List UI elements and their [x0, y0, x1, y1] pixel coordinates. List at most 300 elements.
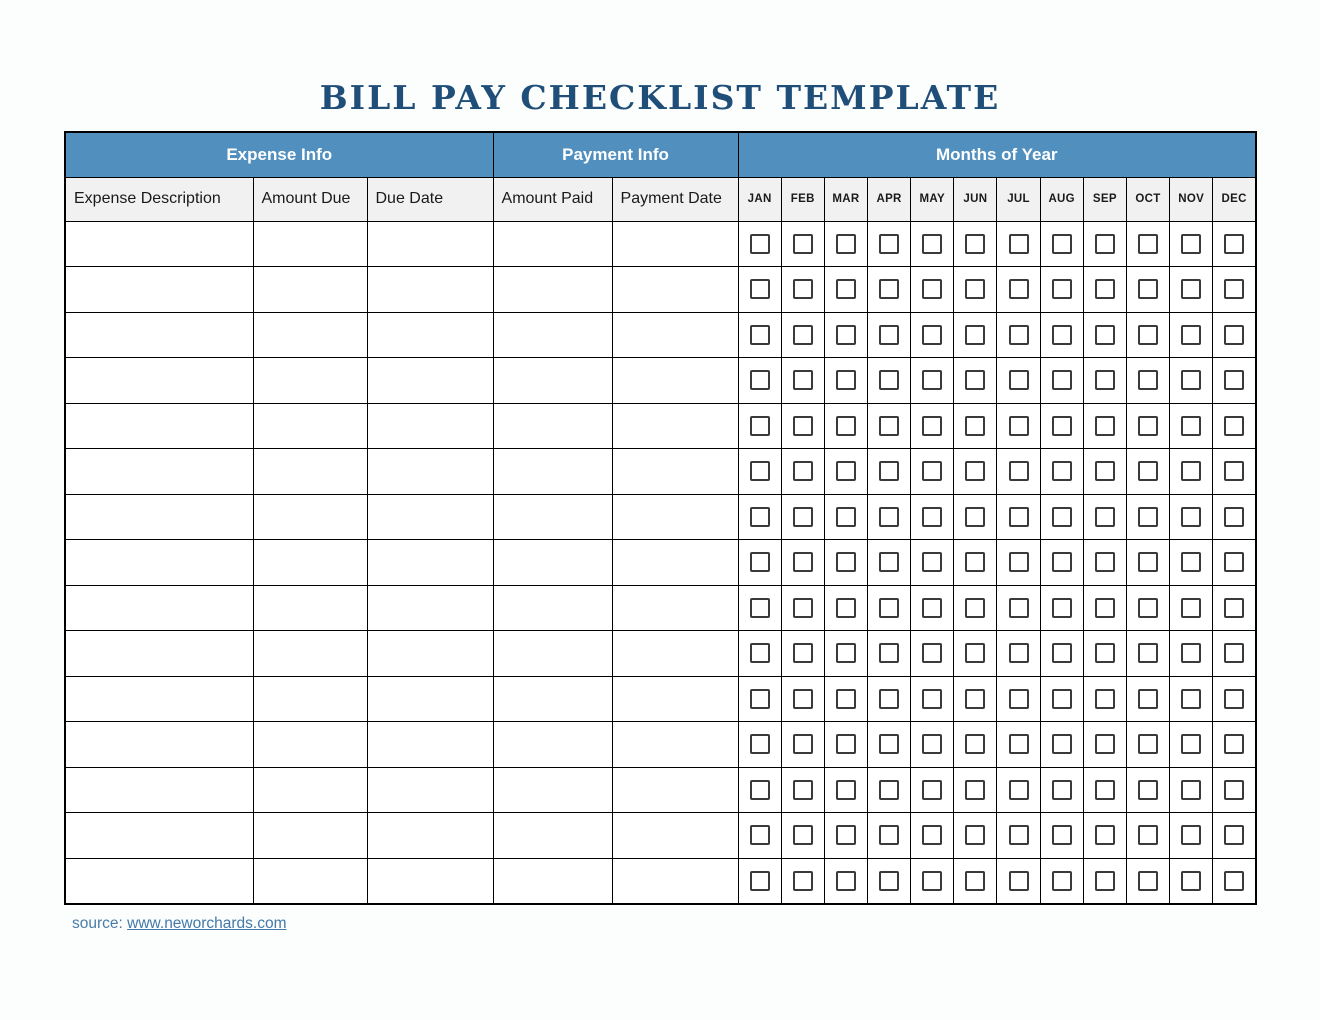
month-checkbox[interactable]	[879, 507, 899, 527]
col-header-may: MAY	[911, 177, 954, 221]
month-checkbox[interactable]	[1181, 370, 1201, 390]
month-checkbox[interactable]	[1009, 825, 1029, 845]
month-checkbox[interactable]	[1224, 416, 1244, 436]
month-checkbox[interactable]	[922, 370, 942, 390]
month-checkbox[interactable]	[1095, 552, 1115, 572]
month-checkbox[interactable]	[1138, 325, 1158, 345]
month-cell-mar	[824, 722, 867, 768]
month-checkbox[interactable]	[1095, 416, 1115, 436]
month-cell-dec	[1213, 858, 1256, 904]
month-checkbox[interactable]	[1181, 416, 1201, 436]
amount-paid-cell	[493, 540, 612, 586]
month-checkbox[interactable]	[1138, 643, 1158, 663]
table-row	[65, 676, 1256, 722]
month-cell-jun	[954, 540, 997, 586]
month-checkbox[interactable]	[1009, 552, 1029, 572]
month-cell-dec	[1213, 631, 1256, 677]
amount-due-cell	[253, 221, 367, 267]
month-cell-nov	[1170, 540, 1213, 586]
month-checkbox[interactable]	[879, 552, 899, 572]
month-checkbox[interactable]	[750, 643, 770, 663]
month-checkbox[interactable]	[1138, 689, 1158, 709]
month-cell-oct	[1126, 312, 1169, 358]
month-cell-oct	[1126, 494, 1169, 540]
month-cell-may	[911, 449, 954, 495]
month-checkbox[interactable]	[836, 780, 856, 800]
month-checkbox[interactable]	[965, 370, 985, 390]
month-checkbox[interactable]	[1095, 461, 1115, 481]
month-checkbox[interactable]	[1224, 871, 1244, 891]
table-row	[65, 858, 1256, 904]
month-checkbox[interactable]	[922, 598, 942, 618]
month-checkbox[interactable]	[1009, 279, 1029, 299]
month-checkbox[interactable]	[1095, 370, 1115, 390]
month-cell-jan	[738, 449, 781, 495]
amount-due-cell	[253, 858, 367, 904]
month-checkbox[interactable]	[879, 234, 899, 254]
month-cell-nov	[1170, 312, 1213, 358]
month-checkbox[interactable]	[1052, 780, 1072, 800]
month-cell-may	[911, 540, 954, 586]
month-cell-jan	[738, 358, 781, 404]
month-checkbox[interactable]	[836, 279, 856, 299]
month-checkbox[interactable]	[1009, 598, 1029, 618]
month-checkbox[interactable]	[1224, 598, 1244, 618]
month-cell-apr	[867, 585, 910, 631]
month-checkbox[interactable]	[965, 234, 985, 254]
month-checkbox[interactable]	[965, 416, 985, 436]
month-cell-jun	[954, 449, 997, 495]
group-header-row	[65, 132, 1256, 177]
month-cell-aug	[1040, 631, 1083, 677]
month-checkbox[interactable]	[1095, 234, 1115, 254]
table-row	[65, 221, 1256, 267]
month-checkbox[interactable]	[1095, 325, 1115, 345]
month-checkbox[interactable]	[750, 325, 770, 345]
month-cell-jul	[997, 540, 1040, 586]
month-checkbox[interactable]	[1009, 734, 1029, 754]
month-checkbox[interactable]	[750, 734, 770, 754]
month-cell-may	[911, 312, 954, 358]
month-checkbox[interactable]	[1138, 234, 1158, 254]
amount-due-cell	[253, 813, 367, 859]
month-checkbox[interactable]	[1181, 734, 1201, 754]
month-checkbox[interactable]	[836, 370, 856, 390]
month-checkbox[interactable]	[922, 279, 942, 299]
month-checkbox[interactable]	[1052, 507, 1072, 527]
month-cell-sep	[1083, 358, 1126, 404]
month-cell-jun	[954, 631, 997, 677]
month-checkbox[interactable]	[879, 461, 899, 481]
month-cell-jun	[954, 358, 997, 404]
month-cell-jul	[997, 494, 1040, 540]
month-checkbox[interactable]	[836, 825, 856, 845]
month-checkbox[interactable]	[1138, 461, 1158, 481]
month-checkbox[interactable]	[1138, 825, 1158, 845]
month-cell-sep	[1083, 221, 1126, 267]
month-checkbox[interactable]	[879, 780, 899, 800]
month-checkbox[interactable]	[922, 825, 942, 845]
month-checkbox[interactable]	[1181, 325, 1201, 345]
amount-due-cell	[253, 631, 367, 677]
month-cell-mar	[824, 403, 867, 449]
month-cell-jul	[997, 267, 1040, 313]
month-checkbox[interactable]	[836, 552, 856, 572]
month-checkbox[interactable]	[1138, 598, 1158, 618]
month-checkbox[interactable]	[1009, 416, 1029, 436]
month-cell-oct	[1126, 585, 1169, 631]
month-checkbox[interactable]	[1052, 643, 1072, 663]
month-checkbox[interactable]	[1224, 734, 1244, 754]
month-checkbox[interactable]	[1224, 507, 1244, 527]
month-checkbox[interactable]	[750, 689, 770, 709]
month-cell-oct	[1126, 813, 1169, 859]
month-cell-sep	[1083, 631, 1126, 677]
expense-description-cell	[65, 858, 253, 904]
amount-paid-cell	[493, 813, 612, 859]
month-checkbox[interactable]	[1095, 780, 1115, 800]
month-checkbox[interactable]	[965, 507, 985, 527]
month-checkbox[interactable]	[1138, 552, 1158, 572]
month-checkbox[interactable]	[836, 689, 856, 709]
month-checkbox[interactable]	[1095, 825, 1115, 845]
col-header-oct: OCT	[1126, 177, 1169, 221]
month-checkbox[interactable]	[1181, 279, 1201, 299]
month-cell-aug	[1040, 767, 1083, 813]
month-checkbox[interactable]	[1009, 507, 1029, 527]
payment-date-cell	[612, 540, 738, 586]
expense-description-cell	[65, 813, 253, 859]
amount-paid-cell	[493, 858, 612, 904]
month-checkbox[interactable]	[793, 643, 813, 663]
month-checkbox[interactable]	[836, 507, 856, 527]
month-cell-apr	[867, 312, 910, 358]
month-cell-mar	[824, 676, 867, 722]
month-cell-nov	[1170, 585, 1213, 631]
month-checkbox[interactable]	[965, 552, 985, 572]
month-checkbox[interactable]	[879, 598, 899, 618]
expense-description-cell	[65, 631, 253, 677]
month-checkbox[interactable]	[750, 598, 770, 618]
month-checkbox[interactable]	[793, 598, 813, 618]
month-checkbox[interactable]	[1138, 370, 1158, 390]
month-checkbox[interactable]	[1181, 552, 1201, 572]
expense-description-cell	[65, 449, 253, 495]
source-link[interactable]: www.neworchards.com	[127, 914, 287, 932]
month-checkbox[interactable]	[1095, 643, 1115, 663]
month-cell-jul	[997, 813, 1040, 859]
month-checkbox[interactable]	[1138, 507, 1158, 527]
month-checkbox[interactable]	[836, 416, 856, 436]
month-checkbox[interactable]	[750, 507, 770, 527]
month-checkbox[interactable]	[1224, 825, 1244, 845]
month-cell-jun	[954, 722, 997, 768]
month-cell-apr	[867, 494, 910, 540]
month-checkbox[interactable]	[879, 734, 899, 754]
month-checkbox[interactable]	[1138, 780, 1158, 800]
month-checkbox[interactable]	[793, 507, 813, 527]
month-checkbox[interactable]	[879, 370, 899, 390]
month-checkbox[interactable]	[750, 461, 770, 481]
month-checkbox[interactable]	[1095, 279, 1115, 299]
month-checkbox[interactable]	[1052, 370, 1072, 390]
month-checkbox[interactable]	[1181, 825, 1201, 845]
month-checkbox[interactable]	[965, 598, 985, 618]
month-checkbox[interactable]	[793, 825, 813, 845]
month-checkbox[interactable]	[1095, 871, 1115, 891]
month-checkbox[interactable]	[750, 780, 770, 800]
month-checkbox[interactable]	[922, 780, 942, 800]
month-checkbox[interactable]	[965, 871, 985, 891]
month-checkbox[interactable]	[879, 279, 899, 299]
month-checkbox[interactable]	[1224, 234, 1244, 254]
month-checkbox[interactable]	[1224, 643, 1244, 663]
amount-due-cell	[253, 540, 367, 586]
month-checkbox[interactable]	[1009, 643, 1029, 663]
month-cell-aug	[1040, 449, 1083, 495]
month-checkbox[interactable]	[922, 416, 942, 436]
month-cell-aug	[1040, 403, 1083, 449]
month-checkbox[interactable]	[836, 325, 856, 345]
month-cell-may	[911, 767, 954, 813]
month-checkbox[interactable]	[1009, 325, 1029, 345]
month-cell-jan	[738, 585, 781, 631]
month-checkbox[interactable]	[1009, 234, 1029, 254]
expense-description-cell	[65, 221, 253, 267]
month-checkbox[interactable]	[793, 279, 813, 299]
month-checkbox[interactable]	[922, 461, 942, 481]
month-cell-jan	[738, 676, 781, 722]
month-cell-mar	[824, 358, 867, 404]
month-checkbox[interactable]	[750, 279, 770, 299]
month-checkbox[interactable]	[1224, 689, 1244, 709]
month-checkbox[interactable]	[750, 825, 770, 845]
month-checkbox[interactable]	[965, 734, 985, 754]
month-checkbox[interactable]	[793, 416, 813, 436]
month-cell-mar	[824, 813, 867, 859]
month-checkbox[interactable]	[1224, 461, 1244, 481]
payment-date-cell	[612, 585, 738, 631]
month-checkbox[interactable]	[1224, 552, 1244, 572]
month-cell-aug	[1040, 858, 1083, 904]
month-checkbox[interactable]	[1138, 279, 1158, 299]
month-checkbox[interactable]	[1052, 598, 1072, 618]
month-checkbox[interactable]	[922, 507, 942, 527]
month-checkbox[interactable]	[1095, 598, 1115, 618]
group-header-expense-info: Expense Info	[65, 132, 493, 177]
month-cell-sep	[1083, 676, 1126, 722]
month-checkbox[interactable]	[922, 234, 942, 254]
month-checkbox[interactable]	[1224, 325, 1244, 345]
month-cell-jan	[738, 722, 781, 768]
month-cell-nov	[1170, 449, 1213, 495]
month-checkbox[interactable]	[1052, 234, 1072, 254]
month-checkbox[interactable]	[922, 734, 942, 754]
col-header-nov: NOV	[1170, 177, 1213, 221]
month-checkbox[interactable]	[879, 689, 899, 709]
month-checkbox[interactable]	[793, 734, 813, 754]
month-checkbox[interactable]	[750, 234, 770, 254]
month-checkbox[interactable]	[793, 461, 813, 481]
month-cell-aug	[1040, 585, 1083, 631]
month-checkbox[interactable]	[1009, 871, 1029, 891]
month-checkbox[interactable]	[965, 780, 985, 800]
month-checkbox[interactable]	[793, 370, 813, 390]
month-checkbox[interactable]	[1181, 507, 1201, 527]
month-checkbox[interactable]	[1052, 279, 1072, 299]
month-checkbox[interactable]	[1095, 507, 1115, 527]
month-checkbox[interactable]	[1009, 689, 1029, 709]
amount-paid-cell	[493, 358, 612, 404]
month-checkbox[interactable]	[1052, 552, 1072, 572]
month-checkbox[interactable]	[1052, 461, 1072, 481]
month-checkbox[interactable]	[965, 825, 985, 845]
month-checkbox[interactable]	[1138, 871, 1158, 891]
month-checkbox[interactable]	[1009, 780, 1029, 800]
month-checkbox[interactable]	[750, 552, 770, 572]
month-checkbox[interactable]	[1181, 461, 1201, 481]
month-cell-aug	[1040, 221, 1083, 267]
month-checkbox[interactable]	[1052, 734, 1072, 754]
month-checkbox[interactable]	[879, 325, 899, 345]
month-checkbox[interactable]	[965, 325, 985, 345]
month-cell-dec	[1213, 358, 1256, 404]
month-checkbox[interactable]	[793, 325, 813, 345]
month-checkbox[interactable]	[1181, 780, 1201, 800]
month-cell-mar	[824, 312, 867, 358]
amount-paid-cell	[493, 449, 612, 495]
month-cell-may	[911, 631, 954, 677]
month-checkbox[interactable]	[1181, 689, 1201, 709]
month-cell-jul	[997, 676, 1040, 722]
amount-paid-cell	[493, 267, 612, 313]
month-cell-may	[911, 676, 954, 722]
month-checkbox[interactable]	[836, 461, 856, 481]
month-checkbox[interactable]	[965, 461, 985, 481]
month-cell-jan	[738, 494, 781, 540]
month-cell-nov	[1170, 403, 1213, 449]
month-checkbox[interactable]	[1052, 689, 1072, 709]
month-cell-mar	[824, 494, 867, 540]
month-checkbox[interactable]	[922, 552, 942, 572]
month-checkbox[interactable]	[750, 871, 770, 891]
month-checkbox[interactable]	[836, 871, 856, 891]
month-checkbox[interactable]	[1138, 734, 1158, 754]
month-checkbox[interactable]	[1224, 370, 1244, 390]
due-date-cell	[367, 267, 493, 313]
table-row	[65, 722, 1256, 768]
payment-date-cell	[612, 358, 738, 404]
month-checkbox[interactable]	[965, 643, 985, 663]
month-cell-may	[911, 858, 954, 904]
month-checkbox[interactable]	[922, 325, 942, 345]
month-cell-oct	[1126, 631, 1169, 677]
month-cell-sep	[1083, 813, 1126, 859]
month-checkbox[interactable]	[1224, 780, 1244, 800]
month-cell-nov	[1170, 221, 1213, 267]
month-checkbox[interactable]	[922, 643, 942, 663]
month-checkbox[interactable]	[879, 871, 899, 891]
month-cell-jul	[997, 449, 1040, 495]
month-checkbox[interactable]	[1052, 871, 1072, 891]
month-checkbox[interactable]	[965, 689, 985, 709]
payment-date-cell	[612, 722, 738, 768]
month-cell-sep	[1083, 403, 1126, 449]
month-checkbox[interactable]	[836, 234, 856, 254]
month-cell-feb	[781, 676, 824, 722]
month-checkbox[interactable]	[750, 370, 770, 390]
month-cell-oct	[1126, 722, 1169, 768]
month-checkbox[interactable]	[793, 871, 813, 891]
month-checkbox[interactable]	[836, 643, 856, 663]
month-checkbox[interactable]	[750, 416, 770, 436]
month-cell-feb	[781, 494, 824, 540]
month-checkbox[interactable]	[1095, 734, 1115, 754]
month-checkbox[interactable]	[1181, 643, 1201, 663]
month-checkbox[interactable]	[879, 825, 899, 845]
amount-due-cell	[253, 267, 367, 313]
due-date-cell	[367, 631, 493, 677]
expense-description-cell	[65, 767, 253, 813]
amount-due-cell	[253, 358, 367, 404]
month-checkbox[interactable]	[793, 552, 813, 572]
table-row	[65, 312, 1256, 358]
month-cell-oct	[1126, 767, 1169, 813]
group-header-months-of-year: Months of Year	[738, 132, 1256, 177]
month-checkbox[interactable]	[1052, 825, 1072, 845]
due-date-cell	[367, 403, 493, 449]
month-checkbox[interactable]	[1181, 234, 1201, 254]
month-cell-jul	[997, 358, 1040, 404]
month-checkbox[interactable]	[879, 416, 899, 436]
month-cell-oct	[1126, 403, 1169, 449]
month-cell-may	[911, 267, 954, 313]
month-checkbox[interactable]	[836, 734, 856, 754]
amount-paid-cell	[493, 403, 612, 449]
month-checkbox[interactable]	[836, 598, 856, 618]
month-checkbox[interactable]	[1052, 325, 1072, 345]
month-checkbox[interactable]	[793, 234, 813, 254]
col-header-sep: SEP	[1083, 177, 1126, 221]
month-checkbox[interactable]	[1224, 279, 1244, 299]
col-header-amount-paid: Amount Paid	[493, 177, 612, 221]
month-cell-feb	[781, 312, 824, 358]
month-checkbox[interactable]	[922, 689, 942, 709]
table-row	[65, 358, 1256, 404]
month-checkbox[interactable]	[965, 279, 985, 299]
month-checkbox[interactable]	[1095, 689, 1115, 709]
month-checkbox[interactable]	[793, 780, 813, 800]
month-checkbox[interactable]	[793, 689, 813, 709]
payment-date-cell	[612, 631, 738, 677]
month-checkbox[interactable]	[1181, 871, 1201, 891]
month-cell-jul	[997, 858, 1040, 904]
month-checkbox[interactable]	[1009, 461, 1029, 481]
month-cell-jan	[738, 813, 781, 859]
month-cell-jan	[738, 221, 781, 267]
column-header-row	[65, 177, 1256, 221]
month-cell-oct	[1126, 449, 1169, 495]
month-checkbox[interactable]	[1009, 370, 1029, 390]
month-checkbox[interactable]	[922, 871, 942, 891]
month-cell-dec	[1213, 540, 1256, 586]
month-checkbox[interactable]	[879, 643, 899, 663]
month-checkbox[interactable]	[1052, 416, 1072, 436]
month-checkbox[interactable]	[1181, 598, 1201, 618]
month-checkbox[interactable]	[1138, 416, 1158, 436]
month-cell-jun	[954, 221, 997, 267]
month-cell-jan	[738, 403, 781, 449]
